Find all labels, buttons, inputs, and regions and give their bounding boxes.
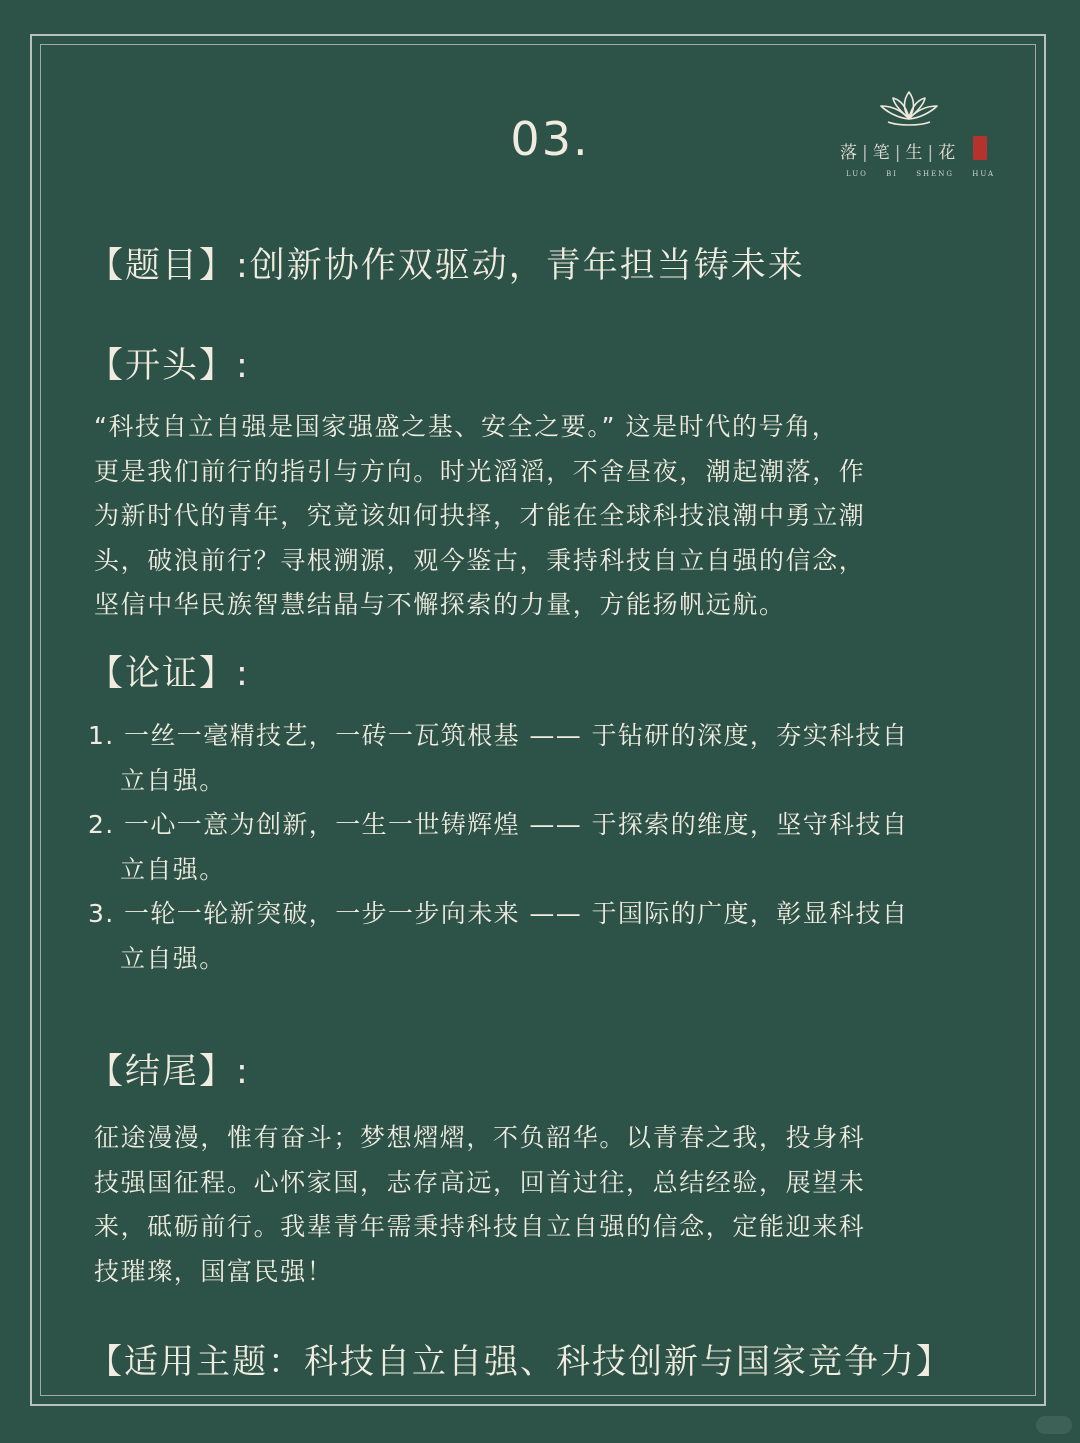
- brand-name: 落 | 笔 | 生 | 花: [840, 143, 959, 163]
- topic-text: 创新协作双驱动，青年担当铸未来: [249, 246, 805, 286]
- topic-heading: [88, 238, 805, 288]
- paragraph-line: “科技自立自强是国家强盛之基、安全之要。” 这是时代的号角，: [94, 412, 839, 441]
- lotus-icon: [874, 88, 944, 130]
- brand-pinyin: LUO BI SHENG HUA: [846, 170, 996, 178]
- watermark-logo: [1036, 1416, 1072, 1434]
- opening-paragraph: [94, 405, 994, 628]
- list-item: 1. 一丝一毫精技艺，一砖一瓦筑根基 —— 于钻研的深度，夯实科技自 立自强。: [88, 721, 909, 795]
- paragraph-line: 头，破浪前行？寻根溯源，观今鉴古，秉持科技自立自强的信念，: [94, 545, 866, 575]
- topic-label: 【题目】:: [88, 246, 250, 286]
- paragraph-line: 技强国征程。心怀家国，志存高远，回首过往，总结经验，展望未: [94, 1167, 866, 1197]
- argument-label: 【论证】:: [88, 654, 250, 694]
- paragraph-line: 坚信中华民族智慧结晶与不懈探索的力量，方能扬帆远航。: [94, 590, 786, 619]
- applicable-theme: 【适用主题：科技自立自强、科技创新与国家竞争力】: [88, 1342, 952, 1382]
- paragraph-line: 来，砥砺前行。我辈青年需秉持科技自立自强的信念，定能迎来科: [94, 1212, 866, 1241]
- paragraph-line: 技璀璨，国富民强！: [94, 1256, 334, 1286]
- argument-list: [88, 714, 1038, 981]
- red-seal-stamp: [973, 136, 987, 160]
- page-number: 03.: [510, 112, 590, 166]
- ending-label: 【结尾】:: [88, 1052, 250, 1092]
- brand-logo: [840, 88, 1000, 184]
- ending-paragraph: [94, 1116, 994, 1294]
- opening-label: 【开头】:: [88, 346, 250, 386]
- list-item: 3. 一轮一轮新突破，一步一步向未来 —— 于国际的广度，彰显科技自 立自强。: [88, 899, 909, 973]
- paragraph-line: 征途漫漫，惟有奋斗；梦想熠熠，不负韶华。以青春之我，投身科: [94, 1123, 866, 1152]
- paragraph-line: 为新时代的青年，究竟该如何抉择，才能在全球科技浪潮中勇立潮: [94, 501, 866, 530]
- paragraph-line: 更是我们前行的指引与方向。时光滔滔，不舍昼夜，潮起潮落，作: [94, 456, 866, 486]
- list-item: 2. 一心一意为创新，一生一世铸辉煌 —— 于探索的维度，坚守科技自 立自强。: [88, 810, 909, 884]
